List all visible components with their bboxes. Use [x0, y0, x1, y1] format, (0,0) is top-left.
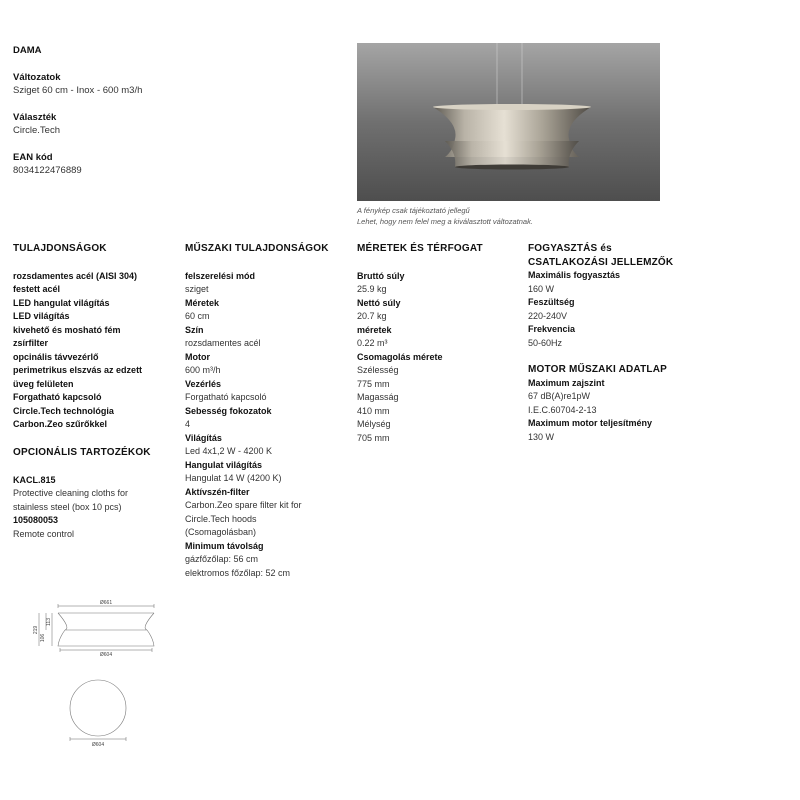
tech-value: elektromos főzőlap: 52 cm	[185, 567, 291, 578]
tech-value: 4	[185, 419, 191, 429]
motor-title: MOTOR MŰSZAKI ADATLAP	[528, 364, 668, 375]
feature-item: Carbon.Zeo szűrőkkel	[13, 419, 108, 429]
side-view-drawing	[25, 598, 165, 663]
top-view-drawing	[60, 675, 140, 750]
tech-label: felszerelési mód	[185, 270, 256, 281]
circle-diameter-label: Ø604	[91, 742, 105, 748]
photo-caption-line-1: A fénykép csak tájékoztató jellegű	[357, 206, 470, 215]
range-value: Circle.Tech	[13, 125, 60, 136]
variants-value: Sziget 60 cm - Inox - 600 m3/h	[13, 85, 143, 96]
tech-value: rozsdamentes acél	[185, 338, 261, 348]
motor-power-value: 130 W	[528, 431, 555, 442]
bottom-width-label: Ø604	[99, 652, 113, 658]
tech-label: Sebesség fokozatok	[185, 405, 272, 416]
gross-weight-label: Bruttó súly	[357, 270, 405, 281]
feature-item: kivehető és mosható fém	[13, 324, 121, 335]
tech-value: (Csomagolásban)	[185, 527, 257, 537]
features-title: TULAJDONSÁGOK	[13, 243, 107, 254]
motor-power-label: Maximum motor teljesítmény	[528, 418, 653, 428]
part-height-1-label: 106	[40, 633, 46, 643]
gross-weight-value: 25.9 kg	[357, 284, 387, 294]
tech-label: Világítás	[185, 432, 222, 443]
net-weight-label: Nettó súly	[357, 297, 401, 308]
dimensions-section	[357, 242, 522, 445]
package-width-label: Szélesség	[357, 365, 399, 375]
accessories-title: OPCIONÁLIS TARTOZÉKOK	[13, 447, 151, 458]
package-label: Csomagolás mérete	[357, 351, 443, 362]
feature-item: üveg felületen	[13, 378, 74, 389]
accessory-desc: stainless steel (box 10 pcs)	[13, 501, 122, 512]
max-consumption-value: 160 W	[528, 283, 555, 294]
tech-value: Led 4x1,2 W - 4200 K	[185, 446, 273, 456]
max-consumption-label: Maximális fogyasztás	[528, 270, 621, 280]
net-weight-value: 20.7 kg	[357, 311, 387, 321]
accessory-code: 105080053	[13, 515, 59, 525]
feature-item: LED világítás	[13, 311, 70, 321]
photo-caption-line-2: Lehet, hogy nem felel meg a kiválasztott változatnak.	[357, 216, 533, 226]
package-depth-value: 705 mm	[357, 432, 390, 443]
ean-value: 8034122476889	[13, 165, 82, 176]
frequency-value: 50-60Hz	[528, 337, 563, 348]
tech-label: Hangulat világítás	[185, 459, 263, 470]
voltage-value: 220-240V	[528, 310, 568, 321]
feature-item: perimetrikus elszvás az edzett	[13, 365, 143, 375]
consumption-title-1: FOGYASZTÁS és	[528, 243, 612, 254]
accessory-code: KACL.815	[13, 474, 56, 485]
accessory-desc: Protective cleaning cloths for	[13, 488, 129, 498]
total-height-label: 219	[33, 625, 39, 635]
tech-value: Circle.Tech hoods	[185, 513, 257, 524]
tech-value: gázfőzőlap: 56 cm	[185, 554, 259, 564]
feature-item: Forgatható kapcsoló	[13, 392, 102, 402]
product-name: DAMA	[13, 45, 42, 56]
part-height-2-label: 113	[46, 618, 52, 626]
technical-title: MŰSZAKI TULAJDONSÁGOK	[185, 243, 329, 254]
voltage-label: Feszültség	[528, 297, 575, 307]
package-height-label: Magasság	[357, 392, 399, 402]
package-height-value: 410 mm	[357, 405, 390, 416]
photo-caption	[357, 206, 533, 227]
feature-item: opcinális távvezérlő	[13, 351, 99, 362]
feature-item: Circle.Tech technológia	[13, 405, 114, 416]
accessory-desc: Remote control	[13, 528, 75, 539]
tech-label: Aktívszén-filter	[185, 486, 250, 497]
features-section	[13, 242, 173, 432]
tech-value: Carbon.Zeo spare filter kit for	[185, 500, 302, 510]
technical-section	[185, 242, 350, 580]
tech-label: Méretek	[185, 297, 220, 308]
noise-value: 67 dB(A)re1pW	[528, 391, 591, 401]
frequency-label: Frekvencia	[528, 324, 576, 334]
feature-item: festett acél	[13, 284, 61, 294]
dimensions-title: MÉRETEK ÉS TÉRFOGAT	[357, 243, 483, 254]
noise-standard: I.E.C.60704-2-13	[528, 404, 597, 415]
volume-value: 0.22 m³	[357, 338, 388, 348]
tech-value: sziget	[185, 284, 209, 294]
tech-label: Vezérlés	[185, 378, 222, 389]
feature-item: LED hangulat világítás	[13, 297, 110, 308]
tech-label: Minimum távolság	[185, 540, 264, 551]
range-label: Választék	[13, 111, 57, 123]
feature-item: rozsdamentes acél (AISI 304)	[13, 270, 138, 281]
product-header	[13, 44, 142, 178]
volume-label: méretek	[357, 324, 392, 335]
top-width-label: Ø661	[99, 600, 113, 606]
tech-value: Hangulat 14 W (4200 K)	[185, 473, 282, 483]
tech-value: 60 cm	[185, 311, 210, 321]
package-width-value: 775 mm	[357, 378, 390, 389]
variants-label: Változatok	[13, 71, 61, 83]
tech-label: Motor	[185, 351, 210, 362]
tech-value: Forgatható kapcsoló	[185, 392, 267, 402]
noise-label: Maximum zajszint	[528, 377, 605, 388]
consumption-title-2: CSATLAKOZÁSI JELLEMZŐK	[528, 256, 674, 268]
hood-illustration	[357, 43, 660, 201]
tech-label: Szín	[185, 324, 204, 335]
package-depth-label: Mélység	[357, 419, 391, 429]
consumption-section	[528, 242, 718, 444]
feature-item: zsírfilter	[13, 338, 49, 348]
tech-value: 600 m³/h	[185, 365, 221, 375]
accessories-section	[13, 446, 178, 541]
ean-label: EAN kód	[13, 151, 53, 163]
product-photo	[357, 43, 660, 201]
